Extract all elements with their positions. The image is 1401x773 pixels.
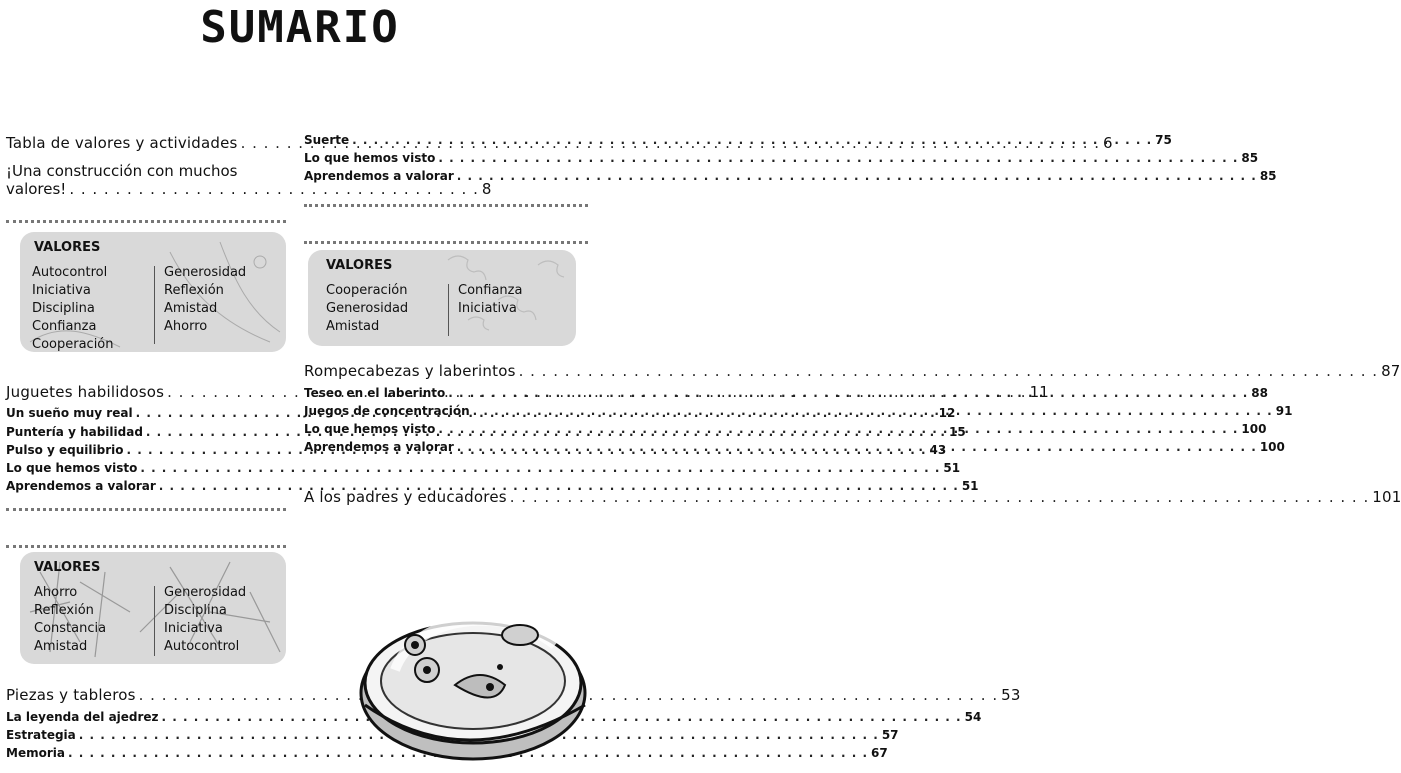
toc-entry[interactable]: Un sueño muy real . . . 12 xyxy=(6,406,288,420)
toc-entry[interactable]: Lo que hemos visto . . . 85 xyxy=(304,151,586,165)
valores-list-b: Generosidad Disciplina Iniciativa Autocontrol xyxy=(164,585,247,654)
dotted-separator xyxy=(304,241,588,244)
toc-entry[interactable]: Memoria . . . 67 xyxy=(6,746,288,760)
valores-list-b: Generosidad Reflexión Amistad Ahorro xyxy=(164,265,247,334)
column-divider xyxy=(154,586,155,656)
dot-leader: . . . . . . . . . . . . . . . . . . . . . . . . . . . . . . . . . . . . xyxy=(69,180,479,198)
dot-leader xyxy=(438,422,1238,436)
pocket-maze-game-icon xyxy=(355,575,595,770)
valores-heading: VALORES xyxy=(34,560,101,575)
dotted-separator xyxy=(6,220,286,223)
dot-leader xyxy=(457,169,1257,183)
toc-entry-construccion[interactable]: ¡Una construcción con muchos valores! . . . . . . . . . . . . . . . . . . . . . . . . . . . . . . . . . . . . 8 xyxy=(6,162,492,198)
dot-leader xyxy=(352,133,1152,147)
dot-leader xyxy=(473,404,1273,418)
valores-list-b: Confianza Iniciativa xyxy=(458,283,523,316)
toc-section-juguetes[interactable]: Juguetes habilidosos . . . 11 xyxy=(6,383,288,401)
dotted-separator xyxy=(6,545,286,548)
toc-entry[interactable]: Aprendemos a valorar . . . 85 xyxy=(304,169,586,183)
toc-entry[interactable]: Juegos de concentración . . . 91 xyxy=(304,404,586,418)
valores-heading: VALORES xyxy=(326,258,393,273)
dot-leader xyxy=(519,362,1378,380)
toc-entry[interactable]: Pulso y equilibrio . . . 43 xyxy=(6,443,288,457)
valores-heading: VALORES xyxy=(34,240,101,255)
toc-section-piezas[interactable]: Piezas y tableros . . . 53 xyxy=(6,686,288,704)
valores-list-a: Autocontrol Iniciativa Disciplina Confianza Cooperación xyxy=(32,265,114,352)
valores-list-a: Cooperación Generosidad Amistad xyxy=(326,283,409,334)
toc-entry-tabla[interactable]: Tabla de valores y actividades . . . 6 xyxy=(6,134,288,152)
column-divider xyxy=(154,266,155,344)
valores-box-3 xyxy=(20,552,286,664)
toc-entry[interactable]: Lo que hemos visto . . . 100 xyxy=(304,422,586,436)
valores-box-1 xyxy=(20,232,286,352)
valores-list-a: Ahorro Reflexión Constancia Amistad xyxy=(34,585,107,654)
column-divider xyxy=(448,284,449,336)
toc-entry[interactable]: Teseo en el laberinto . . . 88 xyxy=(304,386,586,400)
dotted-separator xyxy=(304,204,588,207)
toc-section-rompecabezas[interactable]: Rompecabezas y laberintos . . . 87 xyxy=(304,362,586,380)
toc-entry[interactable]: Lo que hemos visto . . . 51 xyxy=(6,461,288,475)
toc-entry[interactable]: La leyenda del ajedrez . . . 54 xyxy=(6,710,288,724)
toc-section-padres[interactable]: A los padres y educadores . . . 101 xyxy=(304,488,586,506)
toc-entry[interactable]: Suerte . . . 75 xyxy=(304,133,586,147)
toc-entry[interactable]: Aprendemos a valorar . . . 100 xyxy=(304,440,586,454)
dot-leader xyxy=(438,151,1238,165)
dot-leader xyxy=(448,386,1248,400)
toc-entry[interactable]: Aprendemos a valorar . . . 51 xyxy=(6,479,288,493)
valores-box-2 xyxy=(308,250,576,346)
dotted-separator xyxy=(6,508,286,511)
page-title: SUMARIO xyxy=(200,2,400,53)
dot-leader xyxy=(457,440,1257,454)
dot-leader xyxy=(510,488,1369,506)
toc-entry[interactable]: Estrategia . . . 57 xyxy=(6,728,288,742)
toc-entry[interactable]: Puntería y habilidad . . . 15 xyxy=(6,425,288,439)
dot-leader xyxy=(140,461,940,475)
